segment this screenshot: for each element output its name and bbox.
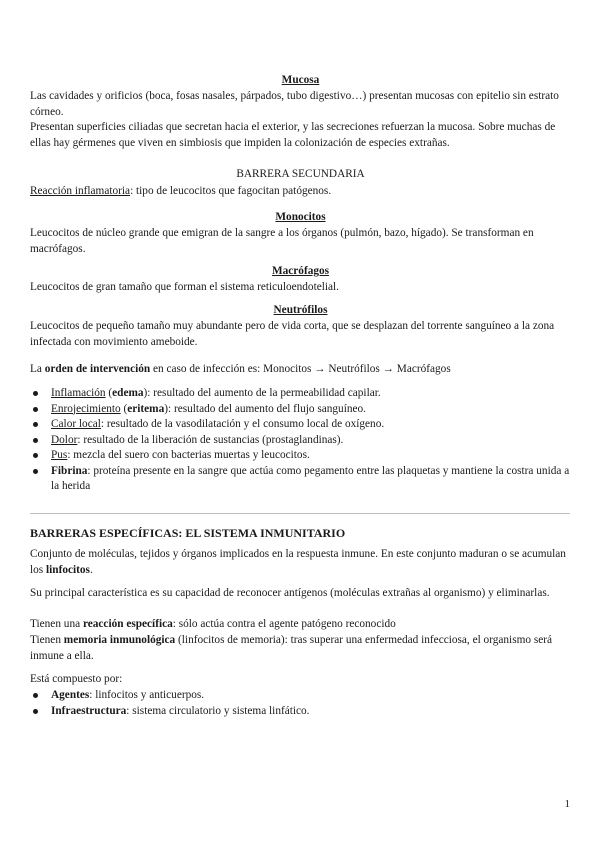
bullet-icon [33,469,38,474]
signo-bold: eritema [127,402,165,415]
list-item [30,704,571,720]
compuesto-por-line: Está compuesto por: [30,673,123,685]
monocitos-paragraph: Leucocitos de núcleo grande que emigran de la sangre a los órganos (pulmón, bazo, hígado). Se transforman en macrófagos. [30,227,534,255]
mucosa-heading: Mucosa [281,74,320,86]
signo-term: Pus [51,449,68,461]
list-item [30,448,571,464]
orden-intervencion-line [30,362,571,378]
macrofagos-heading: Macrófagos [271,265,330,277]
page-number: 1 [564,798,570,810]
reaccion-inflamatoria-text: : tipo de leucocitos que fagocitan patógenos. [130,185,332,197]
bullet-icon [33,453,38,458]
componente-text: : linfocitos y anticuerpos. [89,689,205,701]
neutrofilos-heading: Neutrófilos [273,304,328,316]
bullet-icon [33,391,38,396]
orden-intervencion-term: orden de intervención [44,363,151,375]
especificas-paragraph-1 [30,547,571,578]
p1-text: Conjunto de moléculas, tejidos y órganos implicados en la respuesta inmune. En este conjunto maduran o se acumulan los [30,548,566,576]
list-item [30,417,571,433]
signo-term: Dolor [51,433,78,446]
signos-inflamacion-list [30,386,571,495]
bullet-icon [33,709,38,714]
bullet-icon [33,422,38,427]
signo-term: Calor local [51,418,101,430]
list-item [30,433,571,449]
macrofagos-paragraph: Leucocitos de gran tamaño que forman el sistema reticuloendotelial. [30,281,339,293]
signo-term: Inflamación [51,387,106,399]
reaccion-inflamatoria-line [30,184,571,200]
signo-paren: ( [120,402,128,415]
bullet-icon [33,438,38,443]
p4-pre: Tienen [30,634,64,646]
list-item [30,386,571,402]
mucosa-paragraph-1: Las cavidades y orificios (boca, fosas nasales, párpados, tubo digestivo…) presentan mucosas con epitelio sin estrato córneo. [30,90,559,118]
list-item [30,464,571,495]
memoria-inmunologica-line [30,633,571,664]
monocitos-heading: Monocitos [275,211,326,223]
signo-text: : resultado de la liberación de sustancias (prostaglandinas). [77,433,344,446]
bullet-icon [33,693,38,698]
neutrofilos-paragraph: Leucocitos de pequeño tamaño muy abundante pero de vida corta, que se desplazan del torrente sanguíneo a la zona infectada con movimiento ameboide. [30,320,555,348]
signo-text: ): resultado del aumento de la permeabilidad capilar. [143,387,381,399]
p3-pre: Tienen una [30,618,83,630]
signo-bold: Fibrina [51,464,88,477]
bullet-icon [33,407,38,412]
barreras-especificas-heading: BARRERAS ESPECÍFICAS: EL SISTEMA INMUNITARIO [30,526,346,540]
orden-intervencion-text: en caso de infección es: Monocitos → Neutrófilos → Macrófagos [150,363,451,375]
p3-text: : sólo actúa contra el agente patógeno reconocido [172,618,396,630]
signo-paren: ( [105,387,113,399]
componentes-list [30,688,571,719]
reaccion-inflamatoria-term: Reacción inflamatoria [30,185,131,197]
section-divider [30,513,570,514]
reaccion-especifica-term: reacción específica [82,618,173,630]
barrera-secundaria-heading: BARRERA SECUNDARIA [236,168,365,180]
orden-pre: La [30,363,45,375]
componente-term: Infraestructura [51,704,127,717]
list-item [30,688,571,704]
list-item [30,402,571,418]
signo-text: : mezcla del suero con bacterias muertas y leucocitos. [67,449,310,461]
signo-text: : proteína presente en la sangre que actúa como pegamento entre las plaquetas y mantiene la costra unida a la herida [51,464,570,492]
componente-term: Agentes [51,689,90,701]
p1-end: . [89,563,93,576]
signo-bold: edema [112,387,144,399]
memoria-inmunologica-term: memoria inmunológica [63,634,176,646]
especificas-paragraph-2: Su principal característica es su capacidad de reconocer antígenos (moléculas extrañas al organismo) y eliminarlas. [30,587,550,599]
signo-text: : resultado de la vasodilatación y el consumo local de oxígeno. [100,418,385,430]
mucosa-paragraph-2: Presentan superficies ciliadas que secretan hacia el exterior, y las secreciones refuerzan la mucosa. Sobre muchas de ellas hay gérmenes que viven en simbiosis que impiden la colonización de especies extrañas. [30,121,556,149]
componente-text: : sistema circulatorio y sistema linfático. [126,704,310,717]
p4-text: (linfocitos de memoria): tras superar una enfermedad infecciosa, el organismo será inmune a ella. [30,634,553,662]
signo-term: Enrojecimiento [51,402,121,415]
linfocitos-term: linfocitos [46,563,90,576]
reaccion-especifica-line [30,617,571,633]
signo-text: ): resultado del aumento del flujo sanguíneo. [164,402,366,415]
